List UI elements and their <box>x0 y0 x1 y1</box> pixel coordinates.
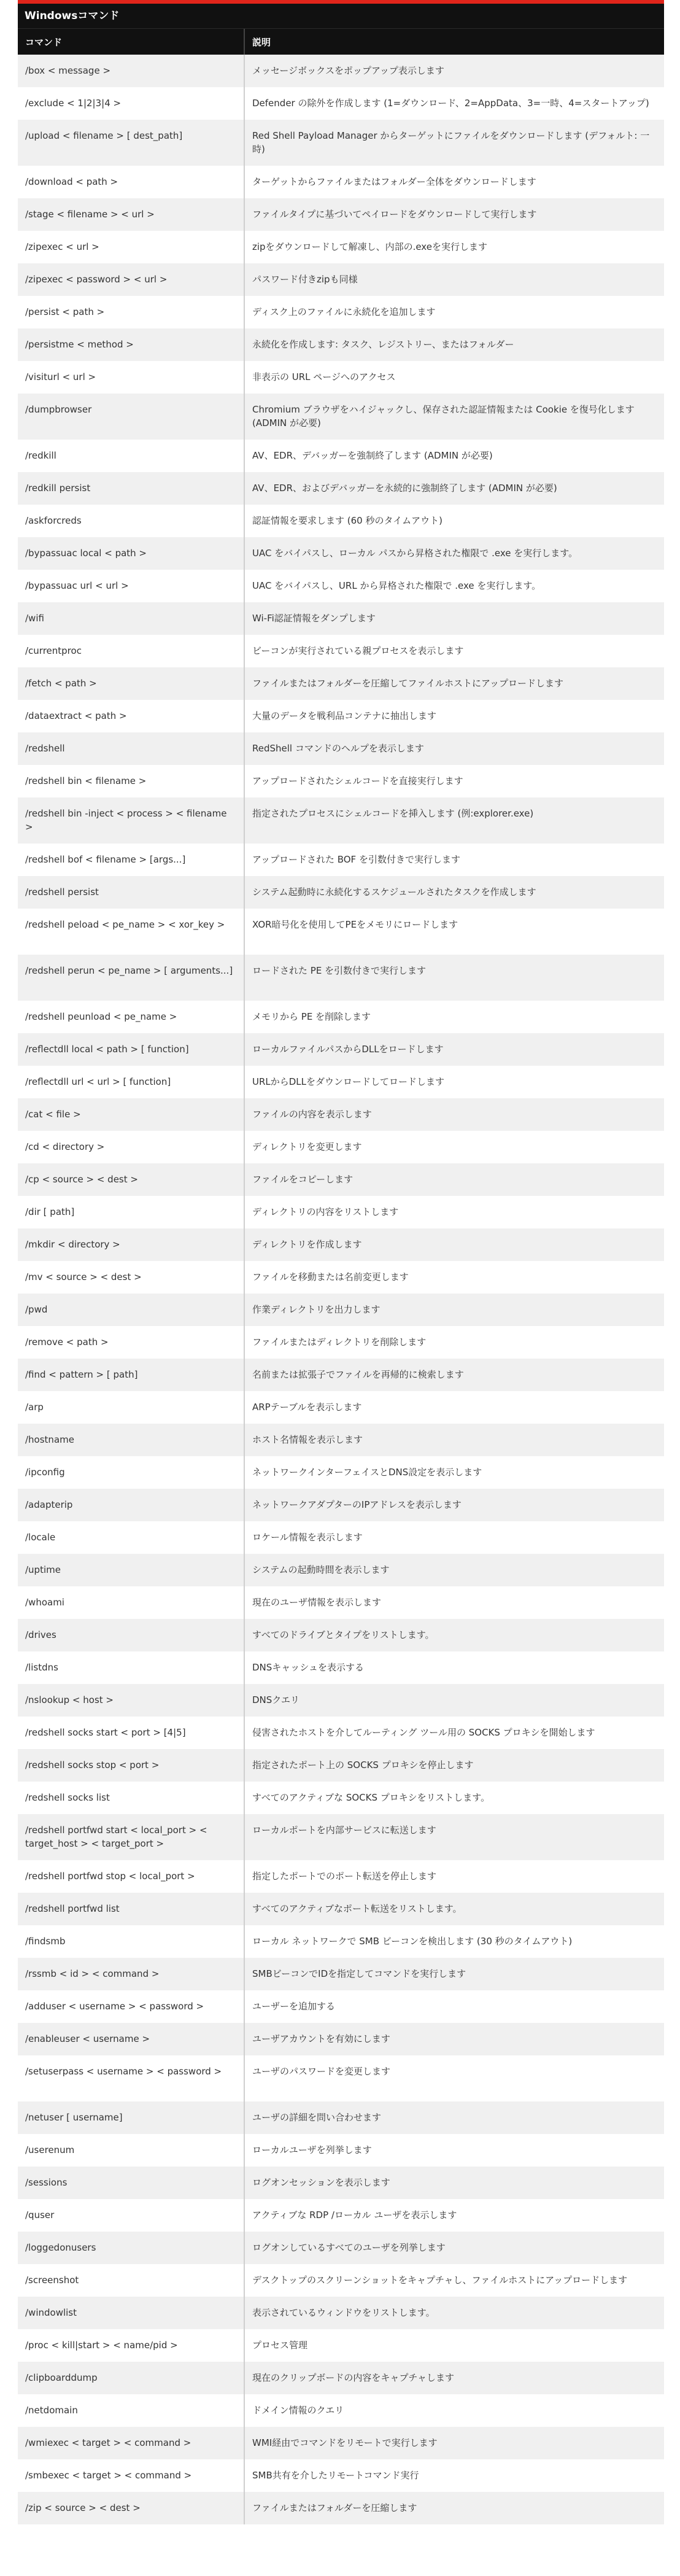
command-cell: /dataextract < path > <box>18 700 244 732</box>
table-row <box>18 296 664 328</box>
table-row <box>18 765 664 797</box>
table-row <box>18 472 664 505</box>
command-cell: /redshell portfwd stop < local_port > <box>18 1860 244 1893</box>
table-row <box>18 635 664 667</box>
command-cell: /cat < file > <box>18 1098 244 1131</box>
description-cell: ユーザの詳細を問い合わせます <box>244 2101 664 2134</box>
command-cell: /clipboarddump <box>18 2362 244 2394</box>
command-cell: /wifi <box>18 602 244 635</box>
table-row <box>18 361 664 394</box>
table-row <box>18 1098 664 1131</box>
description-cell: WMI経由でコマンドをリモートで実行します <box>244 2427 664 2459</box>
description-cell: DNSキャッシュを表示する <box>244 1651 664 1684</box>
table-row <box>18 2459 664 2492</box>
table-row <box>18 1860 664 1893</box>
table-row <box>18 1391 664 1424</box>
description-cell: ファイルまたはフォルダーを圧縮してファイルホストにアップロードします <box>244 667 664 700</box>
description-cell: 名前または拡張子でファイルを再帰的に検索します <box>244 1359 664 1391</box>
description-cell: メッセージボックスをポップアップ表示します <box>244 55 664 87</box>
table-row <box>18 537 664 570</box>
table-row <box>18 1294 664 1326</box>
description-cell: ディレクトリの内容をリストします <box>244 1196 664 1228</box>
description-cell: ターゲットからファイルまたはフォルダー全体をダウンロードします <box>244 166 664 198</box>
description-cell: 作業ディレクトリを出力します <box>244 1294 664 1326</box>
command-cell: /loggedonusers <box>18 2232 244 2264</box>
command-cell: /uptime <box>18 1554 244 1586</box>
description-cell: すべてのアクティブな SOCKS プロキシをリストします。 <box>244 1782 664 1814</box>
table-row <box>18 1925 664 1958</box>
command-cell: /netdomain <box>18 2394 244 2427</box>
description-cell: システム起動時に永続化するスケジュールされたタスクを作成します <box>244 876 664 909</box>
command-cell: /quser <box>18 2199 244 2232</box>
command-cell: /arp <box>18 1391 244 1424</box>
command-cell: /redshell bof < filename > [args...] <box>18 844 244 876</box>
description-cell: ディスク上のファイルに永続化を追加します <box>244 296 664 328</box>
command-cell: /redshell <box>18 732 244 765</box>
command-cell: /nslookup < host > <box>18 1684 244 1717</box>
table-row <box>18 1424 664 1456</box>
description-cell: パスワード付きzipも同様 <box>244 263 664 296</box>
table-row <box>18 1326 664 1359</box>
table-row <box>18 2023 664 2055</box>
table-row <box>18 440 664 472</box>
description-cell: SMBビーコンでIDを指定してコマンドを実行します <box>244 1958 664 1990</box>
table-row <box>18 732 664 765</box>
command-cell: /windowlist <box>18 2297 244 2329</box>
command-cell: /bypassuac local < path > <box>18 537 244 570</box>
command-cell: /hostname <box>18 1424 244 1456</box>
description-cell: 指定したポートでのポート転送を停止します <box>244 1860 664 1893</box>
command-cell: /reflectdll url < url > [ function] <box>18 1066 244 1098</box>
command-cell: /reflectdll local < path > [ function] <box>18 1033 244 1066</box>
command-cell: /dir [ path] <box>18 1196 244 1228</box>
command-cell: /mv < source > < dest > <box>18 1261 244 1294</box>
command-cell: /proc < kill|start > < name/pid > <box>18 2329 244 2362</box>
command-cell: /stage < filename > < url > <box>18 198 244 231</box>
command-cell: /sessions <box>18 2167 244 2199</box>
table-row <box>18 1990 664 2023</box>
description-cell: アップロードされたシェルコードを直接実行します <box>244 765 664 797</box>
table-row <box>18 1001 664 1033</box>
command-cell: /locale <box>18 1521 244 1554</box>
table-row <box>18 1033 664 1066</box>
description-cell: 表示されているウィンドウをリストします。 <box>244 2297 664 2329</box>
description-cell: AV、EDR、およびデバッガーを永続的に強制終了します (ADMIN が必要) <box>244 472 664 505</box>
table-row <box>18 1782 664 1814</box>
table-row <box>18 1489 664 1521</box>
table-row <box>18 2167 664 2199</box>
command-cell: /remove < path > <box>18 1326 244 1359</box>
column-header-description: 説明 <box>244 29 664 55</box>
description-cell: ユーザーを追加する <box>244 1990 664 2023</box>
table-row <box>18 120 664 166</box>
command-cell: /zipexec < password > < url > <box>18 263 244 296</box>
command-cell: /dumpbrowser <box>18 394 244 440</box>
table-row <box>18 263 664 296</box>
description-cell: ロードされた PE を引数付きで実行します <box>244 955 664 1001</box>
description-cell: ファイルを移動または名前変更します <box>244 1261 664 1294</box>
command-cell: /rssmb < id > < command > <box>18 1958 244 1990</box>
command-cell: /redshell socks list <box>18 1782 244 1814</box>
table-row <box>18 2492 664 2524</box>
table-row <box>18 1684 664 1717</box>
table-row <box>18 166 664 198</box>
description-cell: すべてのドライブとタイプをリストします。 <box>244 1619 664 1651</box>
description-cell: 侵害されたホストを介してルーティング ツール用の SOCKS プロキシを開始します <box>244 1717 664 1749</box>
table-row <box>18 2427 664 2459</box>
description-cell: ログオンセッションを表示します <box>244 2167 664 2199</box>
table-row <box>18 1749 664 1782</box>
description-cell: システムの起動時間を表示します <box>244 1554 664 1586</box>
command-cell: /redshell perun < pe_name > [ arguments...] <box>18 955 244 1001</box>
description-cell: プロセス管理 <box>244 2329 664 2362</box>
command-cell: /fetch < path > <box>18 667 244 700</box>
table-row <box>18 1359 664 1391</box>
description-cell: ディレクトリを変更します <box>244 1131 664 1163</box>
commands-section <box>18 0 664 2524</box>
description-cell: 永続化を作成します: タスク、レジストリー、またはフォルダー <box>244 328 664 361</box>
description-cell: アップロードされた BOF を引数付きで実行します <box>244 844 664 876</box>
command-cell: /drives <box>18 1619 244 1651</box>
description-cell: ファイルをコピーします <box>244 1163 664 1196</box>
description-cell: メモリから PE を削除します <box>244 1001 664 1033</box>
table-row <box>18 1066 664 1098</box>
command-cell: /smbexec < target > < command > <box>18 2459 244 2492</box>
command-cell: /redshell portfwd list <box>18 1893 244 1925</box>
table-row <box>18 1163 664 1196</box>
description-cell: ビーコンが実行されている親プロセスを表示します <box>244 635 664 667</box>
description-cell: ローカルファイルパスからDLLをロードします <box>244 1033 664 1066</box>
command-cell: /redshell bin < filename > <box>18 765 244 797</box>
command-cell: /persist < path > <box>18 296 244 328</box>
description-cell: 大量のデータを戦利品コンテナに抽出します <box>244 700 664 732</box>
table-row <box>18 570 664 602</box>
command-cell: /setuserpass < username > < password > <box>18 2055 244 2101</box>
description-cell: ネットワークインターフェイスとDNS設定を表示します <box>244 1456 664 1489</box>
command-cell: /zip < source > < dest > <box>18 2492 244 2524</box>
table-row <box>18 2134 664 2167</box>
command-cell: /askforcreds <box>18 505 244 537</box>
table-row <box>18 1131 664 1163</box>
description-cell: ホスト名情報を表示します <box>244 1424 664 1456</box>
description-cell: ローカルユーザを列挙します <box>244 2134 664 2167</box>
description-cell: Red Shell Payload Manager からターゲットにファイルをダウンロードします (デフォルト: 一時) <box>244 120 664 166</box>
table-row <box>18 1619 664 1651</box>
table-row <box>18 2101 664 2134</box>
command-cell: /redshell peload < pe_name > < xor_key > <box>18 909 244 955</box>
description-cell: Wi-Fi認証情報をダンプします <box>244 602 664 635</box>
description-cell: 非表示の URL ページへのアクセス <box>244 361 664 394</box>
description-cell: ファイルまたはディレクトリを削除します <box>244 1326 664 1359</box>
description-cell: ロケール情報を表示します <box>244 1521 664 1554</box>
table-row <box>18 797 664 844</box>
command-cell: /screenshot <box>18 2264 244 2297</box>
description-cell: URLからDLLをダウンロードしてロードします <box>244 1066 664 1098</box>
column-header-command: コマンド <box>18 29 244 55</box>
table-row <box>18 1456 664 1489</box>
table-row <box>18 2297 664 2329</box>
table-row <box>18 328 664 361</box>
description-cell: Defender の除外を作成します (1=ダウンロード、2=AppData、3=一時、4=スタートアップ) <box>244 87 664 120</box>
description-cell: ユーザのパスワードを変更します <box>244 2055 664 2101</box>
table-row <box>18 2055 664 2101</box>
description-cell: アクティブな RDP /ローカル ユーザを表示します <box>244 2199 664 2232</box>
table-row <box>18 1586 664 1619</box>
command-cell: /listdns <box>18 1651 244 1684</box>
table-row <box>18 87 664 120</box>
description-cell: ユーザアカウントを有効にします <box>244 2023 664 2055</box>
command-cell: /adapterip <box>18 1489 244 1521</box>
command-cell: /visiturl < url > <box>18 361 244 394</box>
command-cell: /redkill persist <box>18 472 244 505</box>
table-row <box>18 2199 664 2232</box>
description-cell: ファイルタイプに基づいてペイロードをダウンロードして実行します <box>244 198 664 231</box>
description-cell: XOR暗号化を使用してPEをメモリにロードします <box>244 909 664 955</box>
command-cell: /cp < source > < dest > <box>18 1163 244 1196</box>
description-cell: UAC をバイパスし、ローカル パスから昇格された権限で .exe を実行します。 <box>244 537 664 570</box>
description-cell: ファイルまたはフォルダーを圧縮します <box>244 2492 664 2524</box>
section-title: Windowsコマンド <box>18 4 664 29</box>
table-row <box>18 2329 664 2362</box>
table-row <box>18 844 664 876</box>
description-cell: Chromium ブラウザをハイジャックし、保存された認証情報または Cookie を復号化します (ADMIN が必要) <box>244 394 664 440</box>
description-cell: すべてのアクティブなポート転送をリストします。 <box>244 1893 664 1925</box>
table-row <box>18 1521 664 1554</box>
command-cell: /redshell portfwd start < local_port > < target_host > < target_port > <box>18 1814 244 1860</box>
table-row <box>18 1958 664 1990</box>
command-cell: /persistme < method > <box>18 328 244 361</box>
description-cell: RedShell コマンドのヘルプを表示します <box>244 732 664 765</box>
table-row <box>18 505 664 537</box>
command-cell: /bypassuac url < url > <box>18 570 244 602</box>
command-cell: /netuser [ username] <box>18 2101 244 2134</box>
table-row <box>18 1228 664 1261</box>
description-cell: ARPテーブルを表示します <box>244 1391 664 1424</box>
command-cell: /adduser < username > < password > <box>18 1990 244 2023</box>
description-cell: ドメイン情報のクエリ <box>244 2394 664 2427</box>
description-cell: ローカルポートを内部サービスに転送します <box>244 1814 664 1860</box>
table-header-row <box>18 29 664 55</box>
command-cell: /redshell persist <box>18 876 244 909</box>
description-cell: 認証情報を要求します (60 秒のタイムアウト) <box>244 505 664 537</box>
command-cell: /find < pattern > [ path] <box>18 1359 244 1391</box>
table-row <box>18 2394 664 2427</box>
table-row <box>18 394 664 440</box>
table-row <box>18 909 664 955</box>
command-cell: /wmiexec < target > < command > <box>18 2427 244 2459</box>
table-row <box>18 198 664 231</box>
description-cell: 指定されたポート上の SOCKS プロキシを停止します <box>244 1749 664 1782</box>
table-row <box>18 1651 664 1684</box>
description-cell: ローカル ネットワークで SMB ビーコンを検出します (30 秒のタイムアウト) <box>244 1925 664 1958</box>
command-cell: /pwd <box>18 1294 244 1326</box>
table-row <box>18 1717 664 1749</box>
description-cell: UAC をバイパスし、URL から昇格された権限で .exe を実行します。 <box>244 570 664 602</box>
table-row <box>18 1893 664 1925</box>
command-cell: /exclude < 1|2|3|4 > <box>18 87 244 120</box>
table-row <box>18 1554 664 1586</box>
table-body <box>18 55 664 2524</box>
command-cell: /zipexec < url > <box>18 231 244 263</box>
table-row <box>18 55 664 87</box>
command-cell: /upload < filename > [ dest_path] <box>18 120 244 166</box>
table-row <box>18 602 664 635</box>
command-cell: /cd < directory > <box>18 1131 244 1163</box>
description-cell: AV、EDR、デバッガーを強制終了します (ADMIN が必要) <box>244 440 664 472</box>
command-cell: /redshell socks stop < port > <box>18 1749 244 1782</box>
command-cell: /redshell peunload < pe_name > <box>18 1001 244 1033</box>
description-cell: デスクトップのスクリーンショットをキャプチャし、ファイルホストにアップロードします <box>244 2264 664 2297</box>
command-cell: /redshell socks start < port > [4|5] <box>18 1717 244 1749</box>
table-row <box>18 955 664 1001</box>
command-cell: /redkill <box>18 440 244 472</box>
description-cell: SMB共有を介したリモートコマンド実行 <box>244 2459 664 2492</box>
command-cell: /redshell bin -inject < process > < filename > <box>18 797 244 844</box>
command-cell: /download < path > <box>18 166 244 198</box>
command-cell: /mkdir < directory > <box>18 1228 244 1261</box>
command-cell: /box < message > <box>18 55 244 87</box>
description-cell: ディレクトリを作成します <box>244 1228 664 1261</box>
command-cell: /currentproc <box>18 635 244 667</box>
table-row <box>18 1196 664 1228</box>
description-cell: 現在のクリップボードの内容をキャプチャします <box>244 2362 664 2394</box>
description-cell: zipをダウンロードして解凍し、内部の.exeを実行します <box>244 231 664 263</box>
table-row <box>18 1261 664 1294</box>
command-cell: /whoami <box>18 1586 244 1619</box>
table-row <box>18 1814 664 1860</box>
description-cell: ログオンしているすべてのユーザを列挙します <box>244 2232 664 2264</box>
table-row <box>18 2362 664 2394</box>
table-row <box>18 2264 664 2297</box>
description-cell: DNSクエリ <box>244 1684 664 1717</box>
command-cell: /findsmb <box>18 1925 244 1958</box>
table-row <box>18 876 664 909</box>
description-cell: 現在のユーザ情報を表示します <box>244 1586 664 1619</box>
description-cell: ファイルの内容を表示します <box>244 1098 664 1131</box>
description-cell: ネットワークアダプターのIPアドレスを表示します <box>244 1489 664 1521</box>
command-cell: /enableuser < username > <box>18 2023 244 2055</box>
table-row <box>18 700 664 732</box>
table-row <box>18 231 664 263</box>
table-row <box>18 667 664 700</box>
table-row <box>18 2232 664 2264</box>
command-cell: /ipconfig <box>18 1456 244 1489</box>
command-cell: /userenum <box>18 2134 244 2167</box>
description-cell: 指定されたプロセスにシェルコードを挿入します (例:explorer.exe) <box>244 797 664 844</box>
commands-table <box>18 29 664 2524</box>
